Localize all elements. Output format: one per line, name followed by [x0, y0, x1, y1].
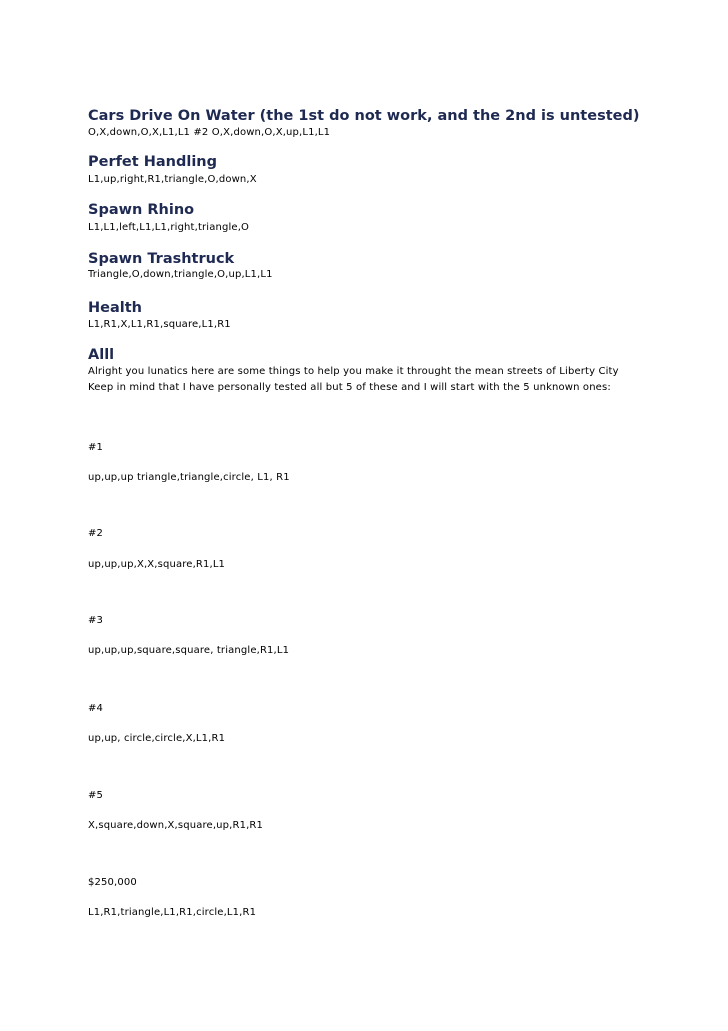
heading-perfect-handling: Perfet Handling — [88, 154, 217, 170]
cheat-code-health: L1,R1,X,L1,R1,square,L1,R1 — [88, 319, 231, 330]
cheat-code-spawn-rhino: L1,L1,left,L1,L1,right,triangle,O — [88, 222, 250, 233]
entry-code: L1,R1,triangle,L1,R1,circle,L1,R1 — [88, 907, 257, 918]
entry-label: $250,000 — [88, 877, 137, 888]
heading-health: Health — [88, 300, 142, 316]
entry-code: X,square,down,X,square,up,R1,R1 — [88, 820, 264, 831]
intro-text-line-1: Alright you lunatics here are some things to help you make it throught the mean streets of Liberty City — [88, 366, 619, 377]
entry-label: #5 — [88, 790, 104, 801]
entry-label: #2 — [88, 528, 104, 539]
heading-spawn-rhino: Spawn Rhino — [88, 202, 195, 218]
entry-code: up,up,up,square,square, triangle,R1,L1 — [88, 645, 290, 656]
heading-spawn-trashtruck: Spawn Trashtruck — [88, 251, 235, 267]
entry-label: #1 — [88, 442, 104, 453]
heading-alll: Alll — [88, 347, 115, 363]
entry-code: up,up, circle,circle,X,L1,R1 — [88, 733, 226, 744]
entry-label: #4 — [88, 703, 104, 714]
entry-code: up,up,up triangle,triangle,circle, L1, R1 — [88, 472, 290, 483]
cheat-code-cars-drive-on-water: O,X,down,O,X,L1,L1 #2 O,X,down,O,X,up,L1,L1 — [88, 127, 331, 138]
entry-code: up,up,up,X,X,square,R1,L1 — [88, 559, 226, 570]
intro-text-line-2: Keep in mind that I have personally tested all but 5 of these and I will start with the 5 unknown ones: — [88, 382, 611, 393]
entry-label: #3 — [88, 615, 104, 626]
heading-cars-drive-on-water: Cars Drive On Water (the 1st do not work, and the 2nd is untested) — [88, 108, 640, 124]
cheat-code-perfect-handling: L1,up,right,R1,triangle,O,down,X — [88, 174, 257, 185]
cheat-code-spawn-trashtruck: Triangle,O,down,triangle,O,up,L1,L1 — [88, 269, 273, 280]
